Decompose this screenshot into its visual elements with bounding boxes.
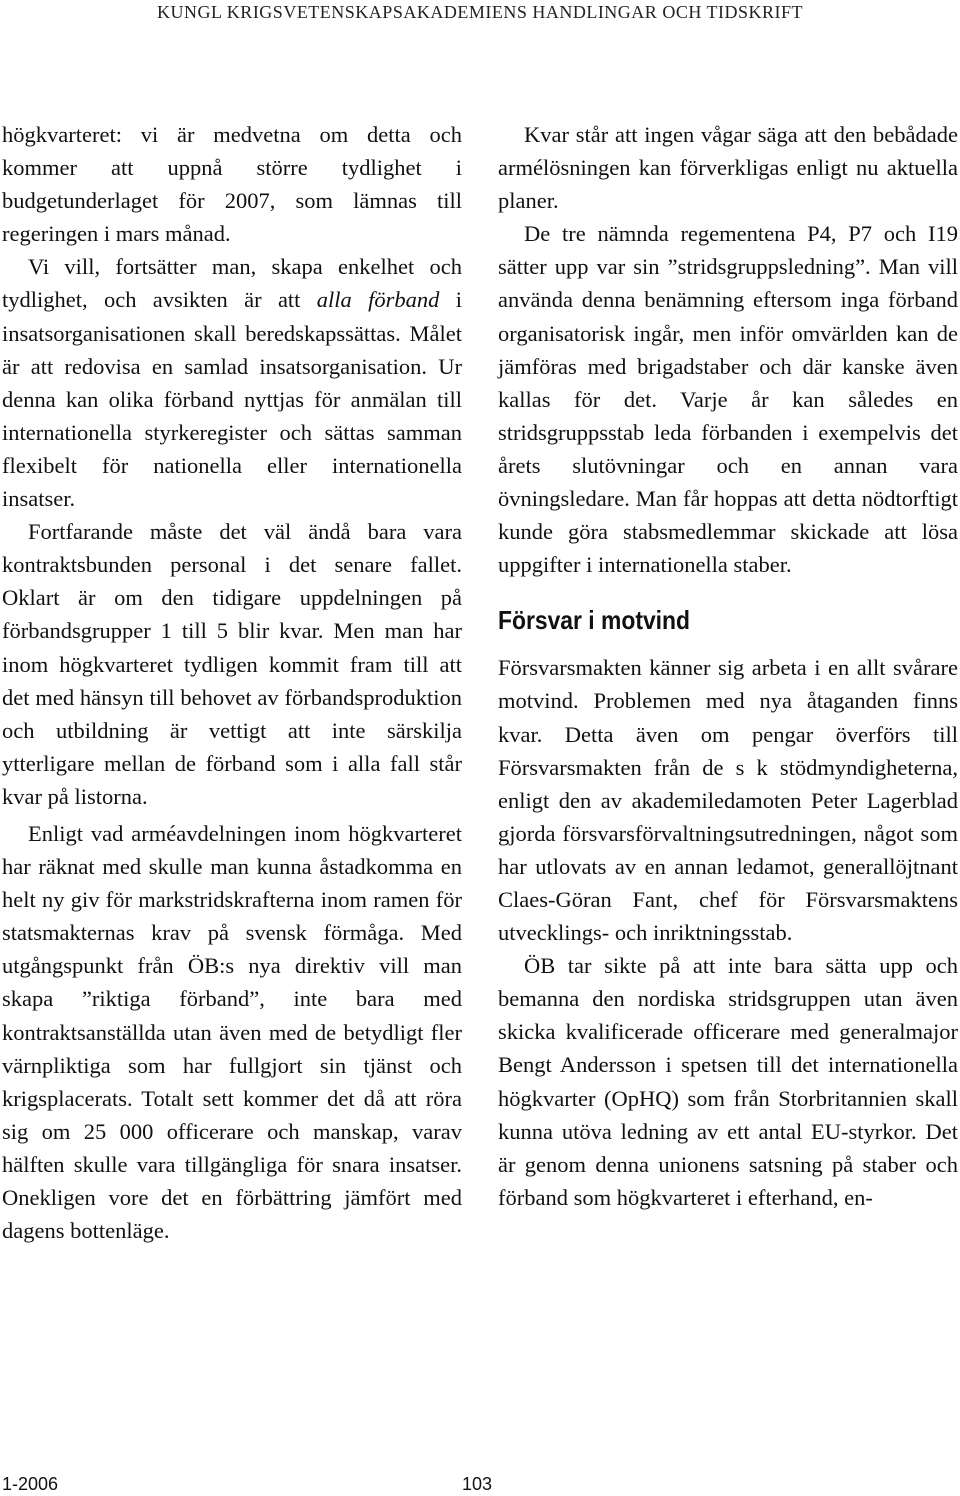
issue-number: 1-2006 (2, 1474, 59, 1494)
section-heading: Försvar i motvind (498, 605, 690, 636)
paragraph: De tre nämnda regementena P4, P7 och I19 sätter upp var sin ”stridsgruppsledning”. Man vill använda denna benämning eftersom inga förband organisatorisk ingår, men inför omvärlden kan de jämföras med brigadstaber och där kanske även kallas för det. Varje år kan således en stridsgruppsstab leda förbanden i exempelvis det årets slutövningar och en annan vara övningsledare. Man får hoppas att detta nödtorftigt kunde göra stabsmedlemmar skickade att lösa uppgifter i internationella staber. (498, 221, 958, 578)
paragraph (2, 250, 462, 515)
paragraph-text: Vi vill, fortsätter man, skapa enkelhet och tydlighet, och avsikten är att (2, 254, 462, 313)
running-head: KUNGL KRIGSVETENSKAPSAKADEMIENS HANDLINGAR OCH TIDSKRIFT (156, 2, 803, 22)
left-column (2, 118, 462, 1247)
right-column (498, 118, 958, 1214)
paragraph: Försvarsmakten känner sig arbeta i en allt svårare motvind. Problemen med nya åtaganden finns kvar. Detta även om pengar överförs till Försvarsmakten från de s k stödmyndigheterna, enligt den av akademiledamoten Peter Lagerblad gjorda försvarsförvaltningsutredningen, något som har utlovats av en annan ledamot, generallöjtnant Claes-Göran Fant, chef för Försvarsmaktens utvecklings- och inriktningsstab. (498, 655, 958, 946)
paragraph: ÖB tar sikte på att inte bara sätta upp och bemanna den nordiska stridsgruppen utan även skicka kvalificerade officerare med generalmajor Bengt Andersson i spetsen till det internationella högkvarter (OpHQ) som från Storbritannien skall kunna utöva ledning av ett antal EU-styrkor. Det är genom denna unionens satsning på staber och förband som högkvarteret i efterhand, en- (498, 953, 958, 1210)
paragraph: Kvar står att ingen vågar säga att den bebådade armélösningen kan förverkligas enligt nu aktuella planer. (498, 122, 958, 214)
paragraph: högkvarteret: vi är medvetna om detta och kommer att uppnå större tydlighet i budgetunderlaget för 2007, som lämnas till regeringen i mars månad. (2, 122, 462, 247)
page-number: 103 (462, 1474, 493, 1494)
paragraph: Fortfarande måste det väl ändå bara vara kontraktsbunden personal i det senare fallet. Oklart är om den tidigare uppdelningen på förbandsgrupper 1 till 5 blir kvar. Men man har inom högkvarteret tydligen kommit fram till att det med hänsyn till behovet av förbandsproduktion och utbildning är vettigt att inte särskilja ytterligare mellan de förband som i alla fall står kvar på listorna. (2, 519, 462, 809)
paragraph-text: i insatsorganisationen skall beredskapssättas. Målet är att redovisa en samlad insatsorganisation. Ur denna kan olika förband nyttjas för anmälan till internationella styrkeregister och sättas samman flexibelt för nationella eller internationella insatser. (2, 287, 462, 512)
italic-phrase: alla förband (316, 287, 440, 313)
paragraph: Enligt vad arméavdelningen inom högkvarteret har räknat med skulle man kunna åstadkomma en helt ny giv för markstridskrafterna inom ramen för statsmakternas krav på svensk förmåga. Med utgångspunkt från ÖB:s nya direktiv vill man skapa ”riktiga förband”, inte bara med kontraktsanställda utan även med de betydligt fler värnpliktiga som har fullgjort sin tjänst och krigsplacerats. Totalt sett kommer det då att röra sig om 25 000 officerare och manskap, varav hälften skulle vara tillgängliga för snara insatser. Onekligen vore det en förbättring jämfört med dagens bottenläge. (2, 820, 462, 1244)
